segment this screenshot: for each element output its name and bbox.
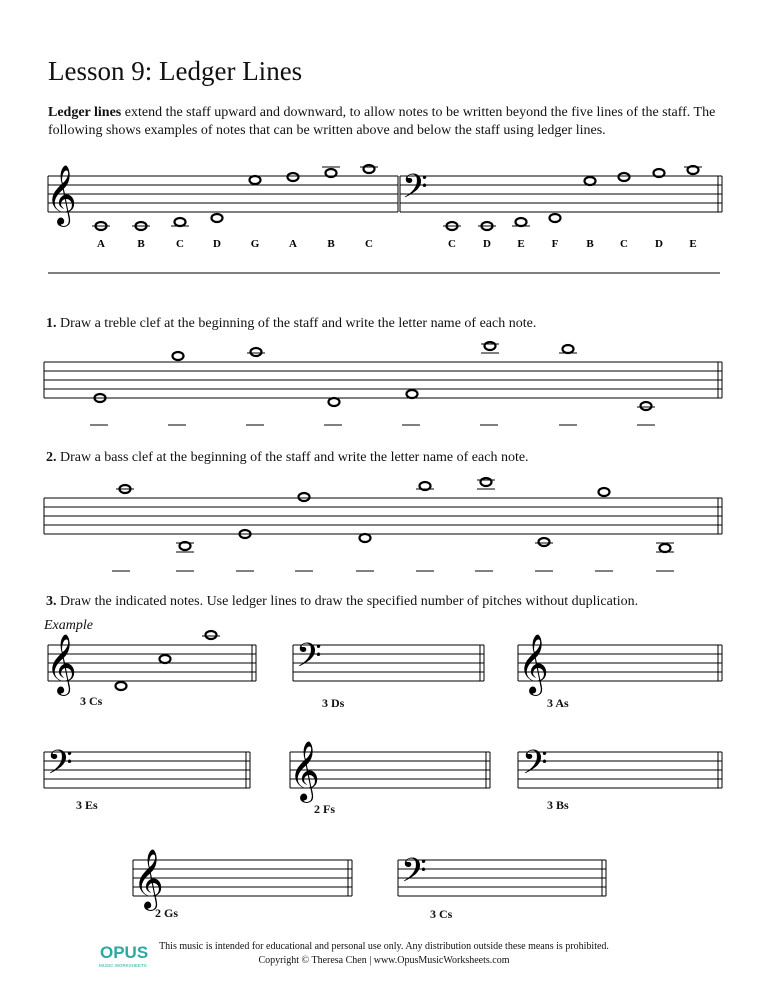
whole-note — [329, 398, 340, 406]
note-name: C — [448, 238, 456, 250]
whole-note — [407, 390, 418, 398]
exercise-label: 2 Gs — [155, 906, 179, 920]
exercise-label: 3 Bs — [547, 798, 569, 812]
whole-note — [250, 176, 261, 184]
bass-clef-icon: 𝄢 — [47, 744, 73, 790]
note-name: B — [137, 238, 145, 250]
question-2-text: Draw a bass clef at the beginning of the staff and write the letter name of each note. — [56, 450, 529, 465]
question-2-number: 2. — [46, 450, 57, 465]
question-3-text: Draw the indicated notes. Use ledger lines to draw the specified number of pitches without duplication. — [56, 594, 639, 609]
exercise-label: 2 Fs — [314, 802, 335, 816]
whole-note — [212, 214, 223, 222]
exercise-label: 3 Cs — [430, 907, 453, 921]
treble-clef-icon: 𝄞 — [46, 165, 77, 225]
logo-text: OPUS — [100, 943, 149, 962]
whole-note — [175, 218, 186, 226]
note-name: B — [327, 238, 335, 250]
whole-note — [251, 348, 262, 356]
question-1-number: 1. — [46, 316, 57, 331]
whole-note — [160, 655, 171, 663]
intro-term: Ledger lines — [48, 105, 122, 120]
footer-disclaimer: This music is intended for educational and personal use only. Any distribution outside these means is prohibited. — [159, 941, 609, 952]
question-1 — [46, 316, 536, 332]
whole-note — [173, 352, 184, 360]
logo-sub: MUSIC WORKSHEETS — [99, 963, 147, 968]
note-name: E — [689, 238, 697, 250]
bass-clef-icon: 𝄢 — [402, 168, 428, 214]
question-3 — [46, 594, 638, 610]
whole-note — [599, 488, 610, 496]
whole-note — [299, 493, 310, 501]
note-name: D — [213, 238, 221, 250]
footer-copyright: Copyright © Theresa Chen | www.OpusMusicWorksheets.com — [258, 955, 510, 966]
question-2 — [46, 450, 529, 466]
whole-note — [641, 402, 652, 410]
treble-clef-icon: 𝄞 — [46, 634, 77, 694]
whole-note — [563, 345, 574, 353]
whole-note — [360, 534, 371, 542]
whole-note — [660, 544, 671, 552]
whole-note — [585, 177, 596, 185]
whole-note — [364, 165, 375, 173]
whole-note — [116, 682, 127, 690]
whole-note — [516, 218, 527, 226]
note-name: B — [586, 238, 594, 250]
whole-note — [550, 214, 561, 222]
note-name: C — [365, 238, 373, 250]
intro-text: extend the staff upward and downward, to allow notes to be written beyond the five lines of the staff. The following shows examples of notes that can be written above and below the staff using ledger lines. — [48, 105, 716, 138]
exercise-label: 3 Es — [76, 798, 98, 812]
note-name: C — [176, 238, 184, 250]
treble-clef-icon: 𝄞 — [518, 634, 549, 694]
bass-clef-icon: 𝄢 — [522, 744, 548, 790]
note-name: D — [483, 238, 491, 250]
whole-note — [481, 478, 492, 486]
exercise-label: 3 Cs — [80, 694, 103, 708]
whole-note — [619, 173, 630, 181]
example-label: Example — [44, 618, 93, 633]
whole-note — [485, 342, 496, 350]
note-name: A — [289, 238, 297, 250]
note-name: G — [250, 238, 260, 250]
note-name: A — [97, 238, 105, 250]
treble-clef-icon: 𝄞 — [133, 849, 164, 909]
question-3-number: 3. — [46, 594, 57, 609]
whole-note — [539, 538, 550, 546]
whole-note — [288, 173, 299, 181]
exercise-label: 3 As — [547, 696, 569, 710]
question-1-text: Draw a treble clef at the beginning of the staff and write the letter name of each note. — [56, 316, 537, 331]
note-name: C — [620, 238, 628, 250]
note-name: F — [551, 238, 559, 250]
page-title: Lesson 9: Ledger Lines — [48, 56, 303, 86]
treble-clef-icon: 𝄞 — [289, 741, 320, 801]
whole-note — [206, 631, 217, 639]
bass-clef-icon: 𝄢 — [401, 852, 427, 898]
exercise-label: 3 Ds — [322, 696, 345, 710]
note-name: E — [517, 238, 525, 250]
bass-clef-icon: 𝄢 — [296, 637, 322, 683]
note-name: D — [655, 238, 663, 250]
